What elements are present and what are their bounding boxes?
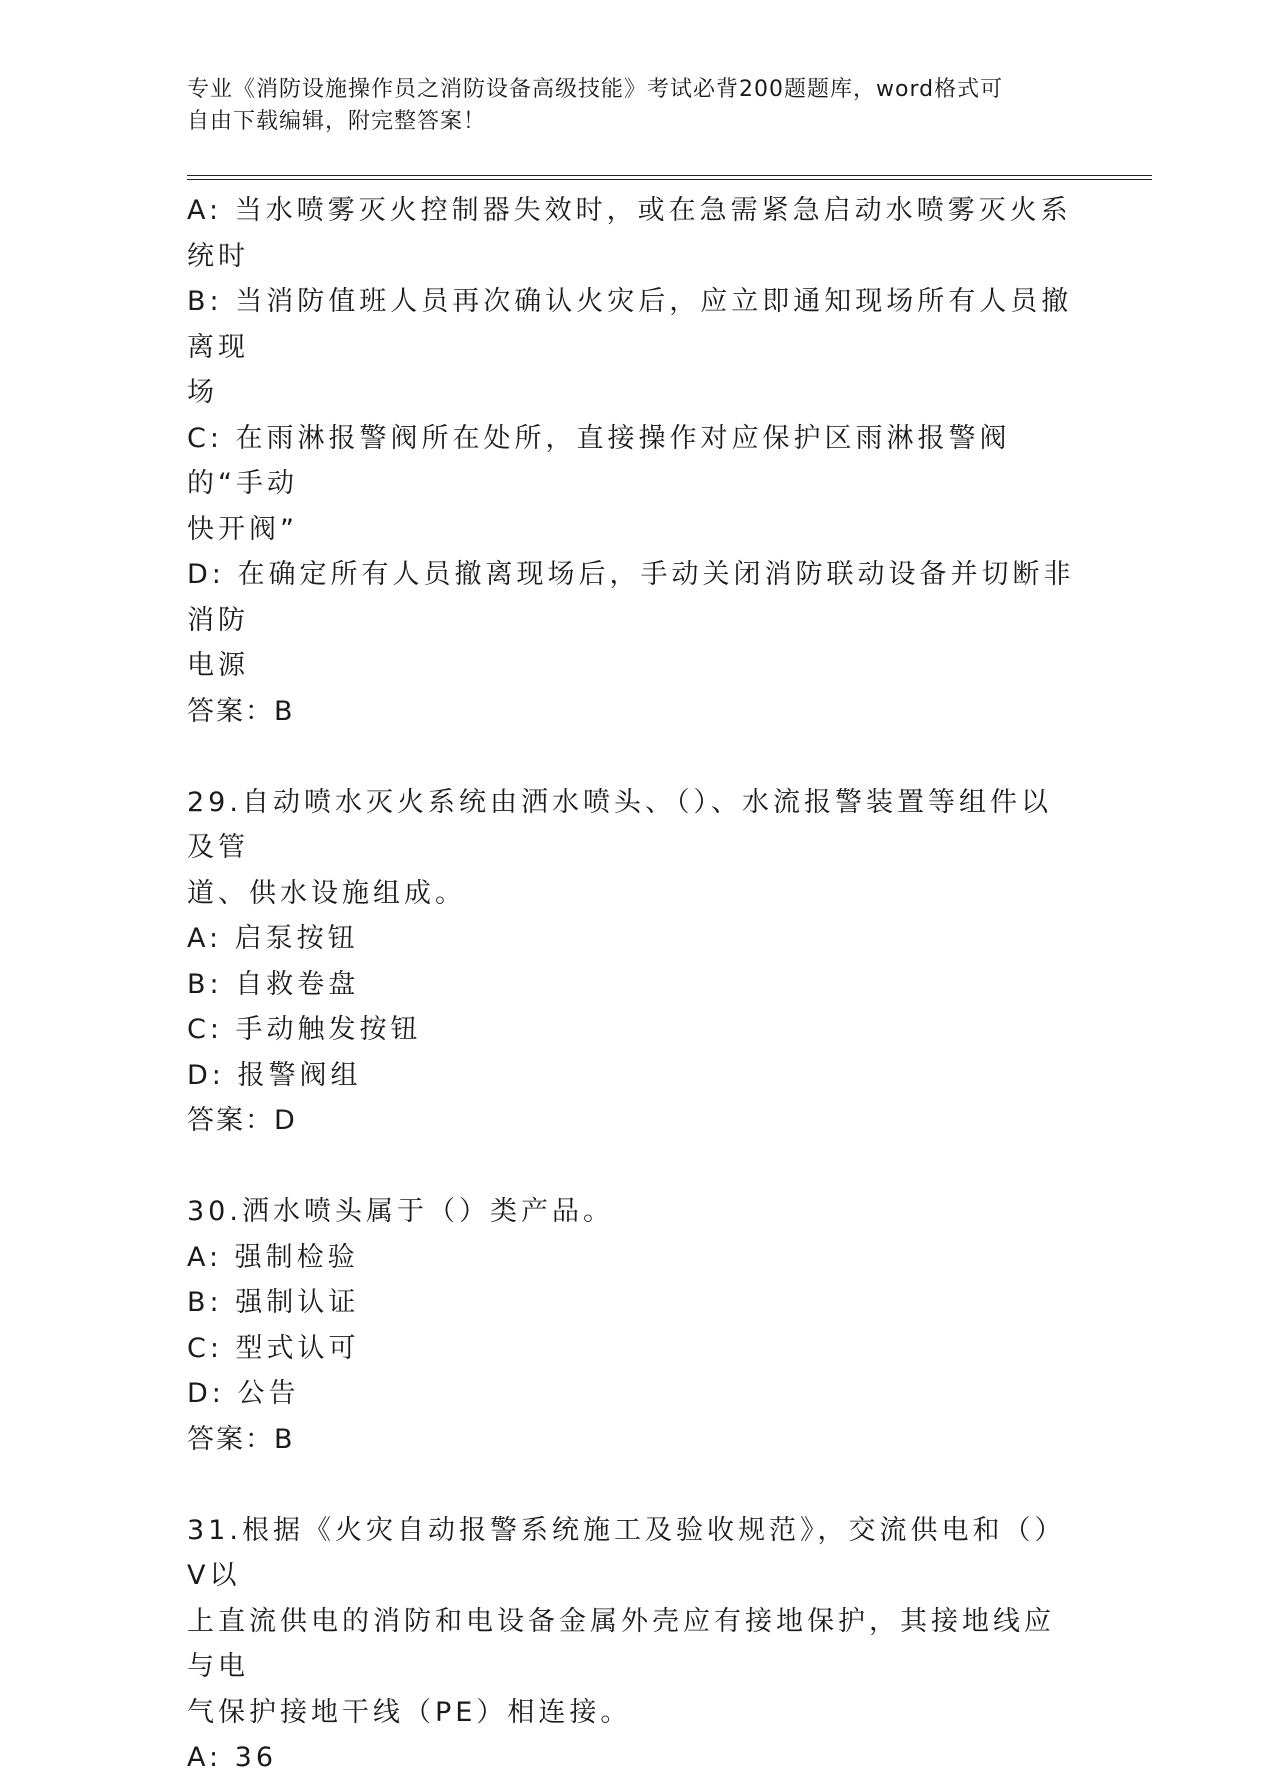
question-stem: 30.洒水喷头属于（）类产品。 <box>187 1196 614 1227</box>
spacer <box>187 1144 1077 1190</box>
option-a: A: 36 <box>187 1742 278 1773</box>
question-block-29 <box>187 780 1077 1144</box>
header-divider-bottom <box>187 179 1152 180</box>
option-d: D: 在确定所有人员撤离现场后，手动关闭消防联动设备并切断非消防 <box>187 559 1075 636</box>
option-d: D: 公告 <box>187 1378 300 1409</box>
option-b: B: 强制认证 <box>187 1287 360 1318</box>
option-a: A: 启泵按钮 <box>187 923 359 954</box>
header-divider-top <box>187 175 1152 176</box>
option-d-continued: 电源 <box>187 650 249 681</box>
question-block-31 <box>187 1508 1077 1781</box>
question-stem-continued: 道、供水设施组成。 <box>187 877 466 909</box>
header-line-1: 专业《消防设施操作员之消防设备高级技能》考试必背200题题库，word格式可 <box>187 77 1004 102</box>
option-c: C: 型式认可 <box>187 1332 360 1364</box>
option-c: C: 手动触发按钮 <box>187 1014 422 1045</box>
question-block-30 <box>187 1189 1077 1462</box>
option-b: B: 当消防值班人员再次确认火灾后，应立即通知现场所有人员撤离现 <box>187 286 1073 363</box>
question-stem-continued: 气保护接地干线（PE）相连接。 <box>187 1696 632 1728</box>
question-list <box>187 188 1077 1781</box>
option-a: A: 当水喷雾灭火控制器失效时，或在急需紧急启动水喷雾灭火系统时 <box>187 195 1072 272</box>
question-block-prev <box>187 188 1077 734</box>
option-b-continued: 场 <box>187 377 218 408</box>
answer: 答案：D <box>187 1105 297 1136</box>
option-c-continued: 快开阀” <box>187 513 298 545</box>
question-stem: 29.自动喷水灭火系统由洒水喷头、（）、水流报警装置等组件以及管 <box>187 786 1052 863</box>
question-stem: 31.根据《火灾自动报警系统施工及验收规范》，交流供电和（）V以 <box>187 1514 1066 1591</box>
option-a: A: 强制检验 <box>187 1241 359 1273</box>
option-c: C: 在雨淋报警阀所在处所，直接操作对应保护区雨淋报警阀的“手动 <box>187 422 1011 499</box>
option-b: B: 自救卷盘 <box>187 968 360 1000</box>
option-d: D: 报警阀组 <box>187 1059 362 1091</box>
question-stem-continued: 上直流供电的消防和电设备金属外壳应有接地保护，其接地线应与电 <box>187 1605 1055 1682</box>
spacer <box>187 1462 1077 1508</box>
answer: 答案：B <box>187 1423 295 1455</box>
answer: 答案：B <box>187 695 295 727</box>
spacer <box>187 734 1077 780</box>
header-line-2: 自由下载编辑，附完整答案！ <box>187 109 487 134</box>
document-header <box>187 74 1067 138</box>
